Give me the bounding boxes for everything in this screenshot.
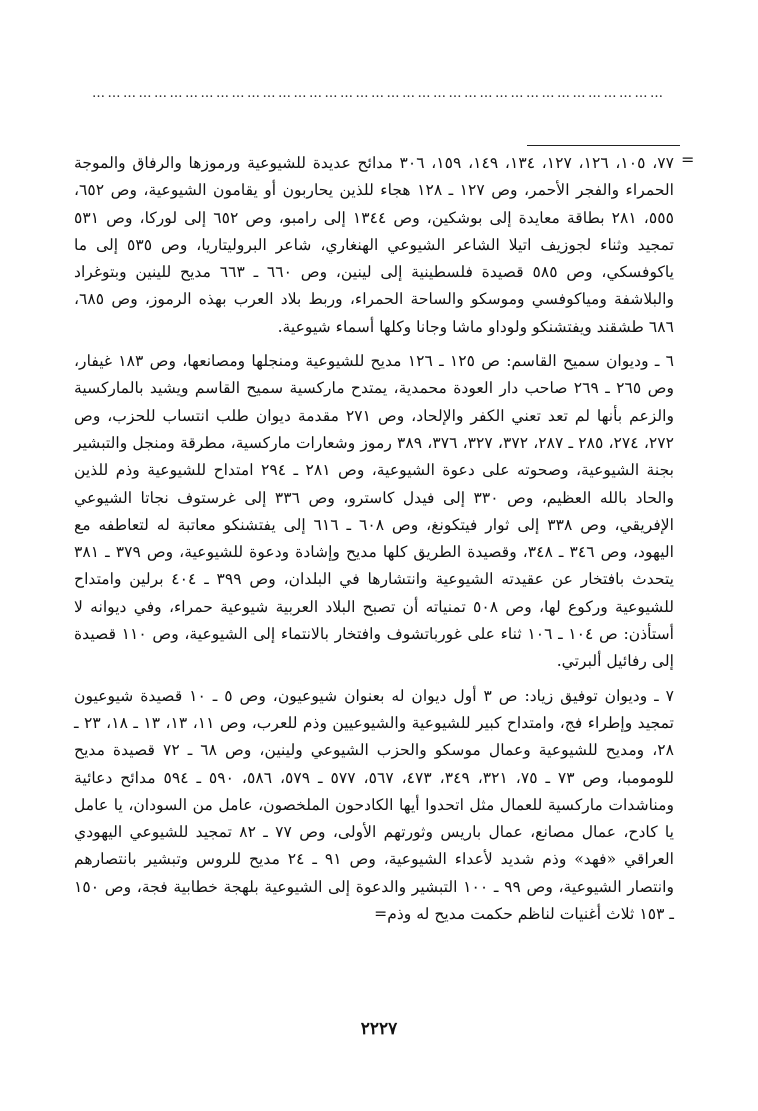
footnote-paragraph: ٧٧، ١٠٥، ١٢٦، ١٢٧، ١٣٤، ١٤٩، ١٥٩، ٣٠٦ مدائح عديدة للشيوعية ورموزها والرفاق والموجة الحمراء والفجر الأحمر، وص ١٢٧ ـ ١٢٨ هجاء للذين يحاربون أو يقامون الشيوعية، وص ٦٥٢، ٥٥٥، ٢٨١ بطاقة معايدة إلى بوشكين، وص ١٣٤٤ إلى رامبو، وص ٦٥٢ إلى لوركا، وص ٥٣١ تمجيد وثناء لجوزيف اتيلا الشاعر الشيوعي الهنغاري، شاعر البروليتاريا، وص ٥٣٥ إلى ما ياكوفسكي، وص ٥٨٥ قصيدة فلسطينية إلى لينين، وص ٦٦٠ ـ ٦٦٣ مديح للينين وبتوغراد والبلاشفة ومياكوفسي وموسكو والساحة الحمراء، وربط بلاد العرب بهذه الرموز، وص ٦٨٥، ٦٨٦ طشقند ويفتشنكو ولوداو ماشا وجانا وكلها أسماء شيوعية. — [74, 154, 675, 336]
leader-dots: ………………………………………………………………………………………………… — [92, 86, 666, 101]
footnote-paragraph: ٦ ـ وديوان سميح القاسم: ص ١٢٥ ـ ١٢٦ مديح للشيوعية ومنجلها ومصانعها، وص ١٨٣ غيفار، وص ٢٦٥ ـ ٢٦٩ صاحب دار العودة محمدية، يمتدح ماركسية سميح القاسم ويشيد بالماركسية والزعم بأنها لم تعد تعني الكفر والإلحاد، وص ٢٧١ مقدمة ديوان طلب انتساب للحزب، وص ٢٧٢، ٢٧٤، ٢٨٥ ـ ٢٨٧، ٣٧٢، ٣٢٧، ٣٧٦، ٣٨٩ رموز وشعارات ماركسية، مطرقة ومنجل والتبشير بجنة الشيوعية، وصحوته على دعوة الشيوعية، وص ٢٨١ ـ ٢٩٤ امتداح للشيوعية وذم للذين والحاد بالله العظيم، وص ٣٣٠ إلى فيدل كاسترو، وص ٣٣٦ إلى غرستوف نجاتا الشيوعي الإفريقي، وص ٣٣٨ إلى ثوار فيتكونغ، وص ٦٠٨ ـ ٦١٦ إلى يفتشنكو معاتبة له لتعاطفه مع اليهود، وص ٣٤٦ ـ ٣٤٨، وقصيدة الطريق كلها مديح وإشادة ودعوة للشيوعية، وص ٣٧٩ ـ ٣٨١ يتحدث بافتخار عن عقيدته الشيوعية وانتشارها في البلدان، وص ٣٩٩ ـ ٤٠٤ برلين وامتداح للشيوعية وركوع لها، وص ٥٠٨ تمنياته أن تصبح البلاد العربية شيوعية حمراء، وفي ديوانه لا أستأذن: ص ١٠٤ ـ ١٠٦ ثناء على غورباتشوف وافتخار بالانتماء إلى الشيوعية، وص ١١٠ قصيدة إلى رفائيل ألبرتي. — [74, 352, 675, 671]
footnote-separator — [527, 145, 680, 146]
page-number: ٢٢٢٧ — [360, 1019, 398, 1039]
continuation-mark: = — [681, 150, 695, 169]
footnote-paragraph: ٧ ـ وديوان توفيق زياد: ص ٣ أول ديوان له بعنوان شيوعيون، وص ٥ ـ ١٠ قصيدة شيوعيون تمجيد وإطراء فج، وامتداح كبير للشيوعية والشيوعيين وذم للعرب، وص ١١، ١٣، ١٣ ـ ١٨، ٢٣ ـ ٢٨، ومديح للشيوعية وعمال موسكو والحزب الشيوعي ولينين، وص ٦٨ ـ ٧٢ قصيدة مديح للومومبا، وص ٧٣ ـ ٧٥، ٣٢١، ٣٤٩، ٤٧٣، ٥٦٧، ٥٧٧ ـ ٥٧٩، ٥٨٦، ٥٩٠ ـ ٥٩٤ مدائح دعائية ومناشدات ماركسية للعمال مثل اتحدوا أيها الكادحون الملخصون، عامل من السودان، يا عامل يا كادح، عمال مصانع، عمال باريس وثورتهم الأولى، وص ٧٧ ـ ٨٢ تمجيد للشيوعي اليهودي العراقي «فهد» وذم شديد لأعداء الشيوعية، وص ٩١ ـ ٢٤ مديح للروس وتبشير بانتصارهم وانتصار الشيوعية، وص ٩٩ ـ ١٠٠ التبشير والدعوة إلى الشيوعية بلهجة خطابية فجة، وص ١٥٠ ـ ١٥٣ ثلاث أغنيات لناظم حكمت مديح له وذم= — [74, 686, 675, 924]
footnote-body — [74, 150, 674, 935]
